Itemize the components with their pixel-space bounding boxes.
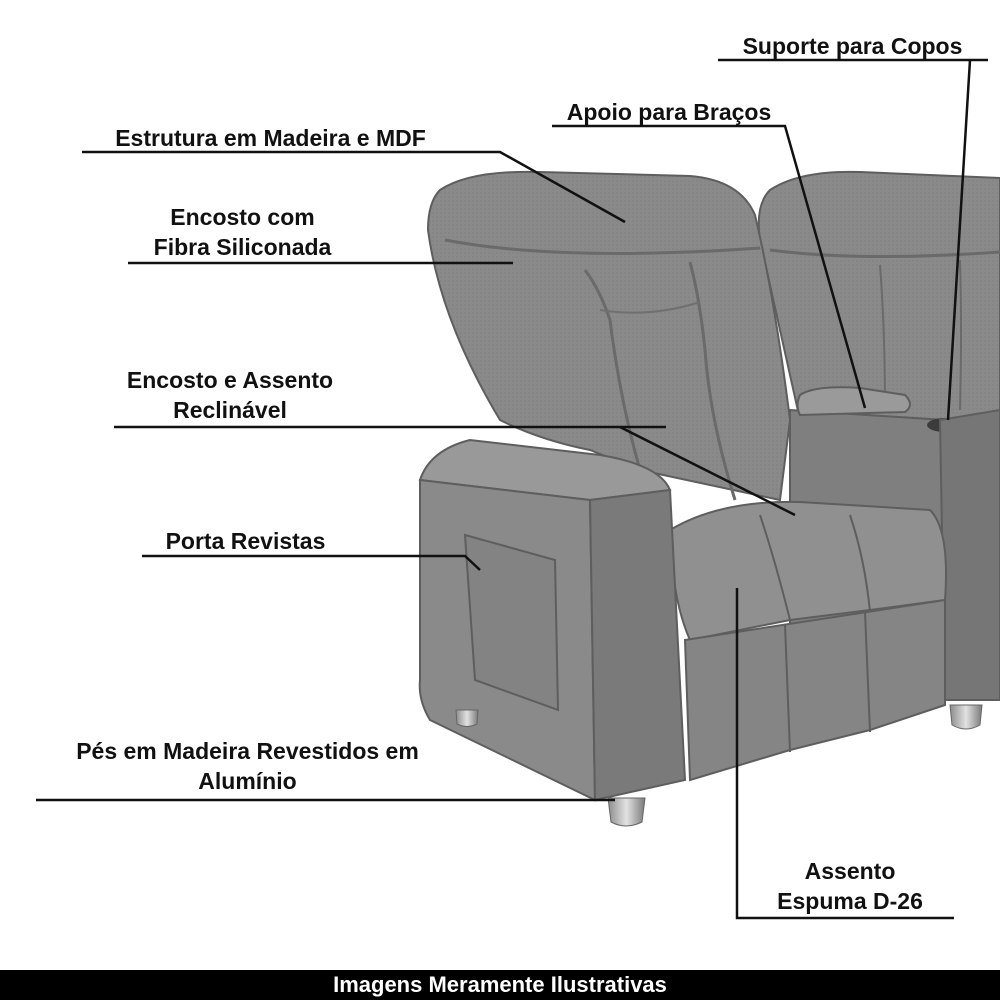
label-backrest-fiber-line1: Encosto com [170,204,315,230]
label-recline [110,365,350,425]
label-recline-line1: Encosto e Assento [126,367,334,393]
label-cup-holder-text: Suporte para Copos [742,33,963,59]
label-feet-line1: Pés em Madeira Revestidos em [76,738,419,764]
label-armrest-text: Apoio para Braços [566,99,772,125]
label-feet-line2: Alumínio [198,768,297,794]
label-seat [760,856,940,916]
disclaimer-footer: Imagens Meramente Ilustrativas [0,970,1000,1000]
label-magazine-holder [148,526,343,556]
label-backrest-fiber [120,202,365,262]
label-recline-line2: Reclinável [173,397,287,423]
label-feet [40,736,455,796]
label-backrest-fiber-line2: Fibra Siliconada [153,234,332,260]
label-seat-line1: Assento [804,858,896,884]
label-armrest [550,97,788,127]
label-cup-holder [720,31,985,61]
label-frame-text: Estrutura em Madeira e MDF [115,125,426,151]
label-frame [88,123,453,153]
right-seat-backrest [759,172,1000,420]
label-seat-line2: Espuma D-26 [777,888,923,914]
label-magazine-holder-text: Porta Revistas [165,528,326,554]
left-armrest [420,440,685,800]
